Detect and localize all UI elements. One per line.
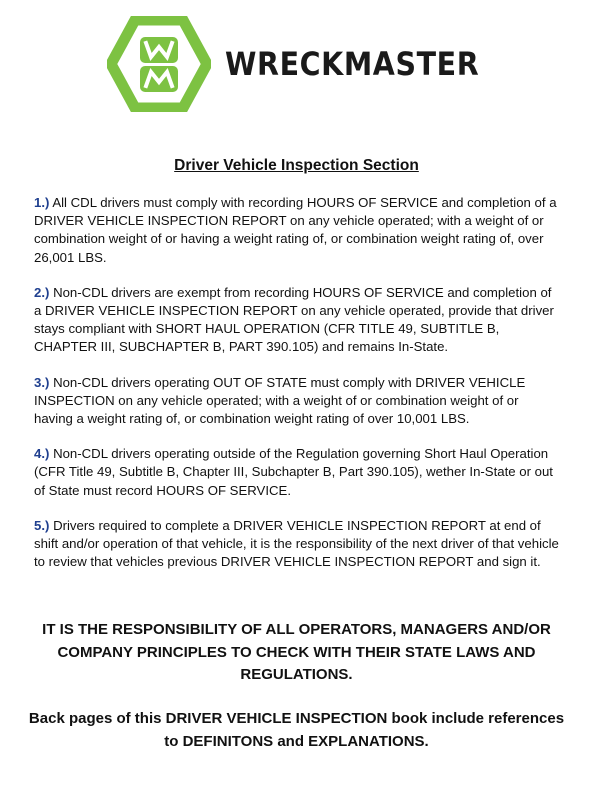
paragraph-4 <box>34 445 559 500</box>
paragraph-text: Non-CDL drivers are exempt from recording HOURS OF SERVICE and completion of a DRIVER VEHICLE INSPECTION REPORT on any vehicle operated, provide that driver stays compliant with SHORT HAUL OPERATION (CFR TITLE 49, SUBTITLE B, CHAPTER III, SUBCHAPTER B, PART 390.105) and remains In-State. <box>34 284 554 355</box>
paragraph-2 <box>34 284 559 357</box>
paragraph-text: Non-CDL drivers operating OUT OF STATE must comply with DRIVER VEHICLE INSPECTION on any vehicle operated; with a weight of or combination weight of or having a weight rating of, or combination weight rating of over 10,001 LBS. <box>34 374 526 427</box>
paragraph-3 <box>34 374 559 429</box>
header-logo <box>107 16 479 112</box>
paragraph-list <box>34 194 559 588</box>
back-pages-note: Back pages of this DRIVER VEHICLE INSPECTION book include references to DEFINITONS and EXPLANATIONS. <box>28 710 565 750</box>
brand-name: WRECKMASTER <box>225 45 480 83</box>
paragraph-number: 4.) <box>34 446 50 462</box>
paragraph-number: 1.) <box>34 195 50 210</box>
paragraph-text: All CDL drivers must comply with recording HOURS OF SERVICE and completion of a DRIVER VEHICLE INSPECTION REPORT on any vehicle operated; with a weight of or combination weight of or having a weight rating of, or combination weight rating of, over 26,001 LBS. <box>34 195 557 265</box>
wreckmaster-hexagon-logo-icon <box>107 16 211 112</box>
paragraph-1 <box>34 194 559 267</box>
paragraph-number: 5.) <box>34 517 50 533</box>
paragraph-number: 3.) <box>34 374 50 390</box>
paragraph-text: Drivers required to complete a DRIVER VEHICLE INSPECTION REPORT at end of shift and/or operation of that vehicle, it is the responsibility of the next driver of that vehicle to review that vehicles previous DRIVER VEHICLE INSPECTION REPORT and sign it. <box>34 517 559 570</box>
paragraph-text: Non-CDL drivers operating outside of the Regulation governing Short Haul Operation (CFR Title 49, Subtitle B, Chapter III, Subchapter B, Part 390.105), wether In-State or out of State must record HOURS OF SERVICE. <box>34 446 553 498</box>
responsibility-notice: IT IS THE RESPONSIBILITY OF ALL OPERATORS, MANAGERS AND/OR COMPANY PRINCIPLES TO CHECK WITH THEIR STATE LAWS AND REGULATIONS. <box>42 621 551 683</box>
paragraph-5 <box>34 517 559 572</box>
paragraph-number: 2.) <box>34 284 50 300</box>
page-title: Driver Vehicle Inspection Section <box>174 157 419 174</box>
